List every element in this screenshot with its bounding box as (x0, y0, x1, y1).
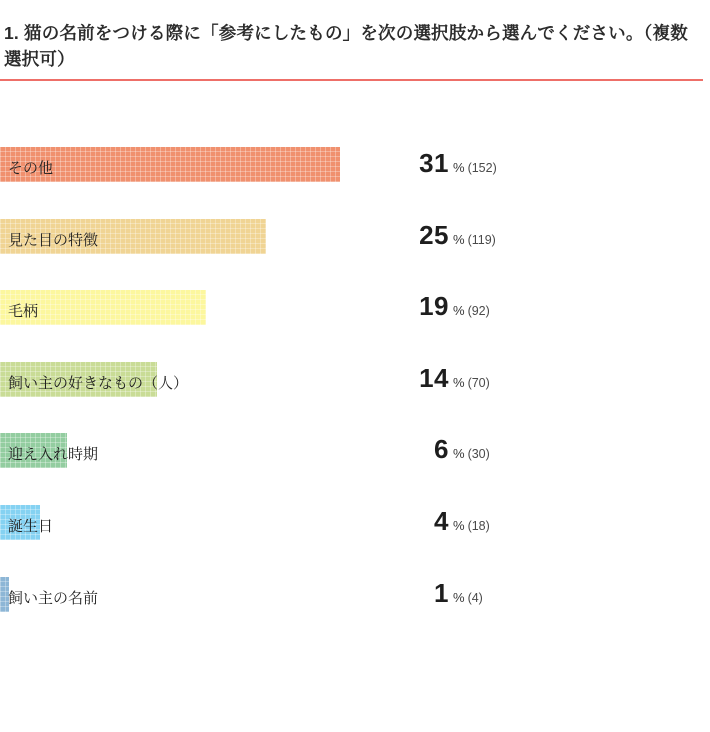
bar-label: 毛柄 (8, 303, 39, 321)
bar-count: (30) (467, 447, 490, 462)
bar-percent-value: 14 (419, 362, 449, 393)
bar-percent-value: 6 (434, 434, 449, 465)
percent-sign: % (453, 446, 465, 462)
bar-percent-value: 19 (419, 291, 449, 322)
percent-sign: % (453, 160, 465, 175)
percent-sign: % (453, 518, 465, 533)
bar-row-1 (0, 147, 710, 182)
bar-value (413, 363, 490, 394)
bar-count: (70) (467, 375, 490, 390)
bar-count: (152) (467, 161, 497, 175)
bar-count: (119) (467, 232, 496, 247)
bar-value (413, 578, 483, 609)
bar-row-7 (0, 577, 710, 612)
bar-value (413, 148, 497, 179)
bar-percent-value: 31 (419, 148, 449, 178)
bar-value (413, 291, 490, 322)
bar-label: 飼い主の名前 (8, 589, 99, 607)
bar-row-4 (0, 362, 710, 397)
bar-count: (4) (467, 590, 483, 605)
bar-percent-value: 1 (434, 577, 449, 608)
bar-value (413, 434, 490, 465)
percent-sign: % (453, 589, 465, 605)
bar-count: (92) (467, 304, 490, 319)
bar-label: 飼い主の好きなもの（人） (8, 374, 189, 392)
bar-value (413, 220, 496, 251)
bar-row-6 (0, 505, 710, 540)
bar-count: (18) (467, 519, 490, 533)
bar-row-2 (0, 219, 710, 254)
bar-row-5 (0, 433, 710, 468)
bar-row-3 (0, 290, 710, 325)
bar-value (413, 506, 490, 537)
chart-title: 1. 猫の名前をつける際に「参考にしたもの」を次の選択肢から選んでください。（複数選択可） (4, 23, 688, 70)
percent-sign: % (453, 374, 465, 390)
bar-label: 見た目の特徴 (8, 231, 99, 249)
bar-label: 誕生日 (8, 518, 54, 535)
bar-label: 迎え入れ時期 (8, 446, 99, 464)
bar-percent-value: 4 (434, 506, 449, 536)
bar-percent-value: 25 (419, 219, 449, 250)
percent-sign: % (453, 231, 465, 247)
percent-sign: % (453, 303, 465, 319)
bar-label: その他 (8, 160, 54, 177)
